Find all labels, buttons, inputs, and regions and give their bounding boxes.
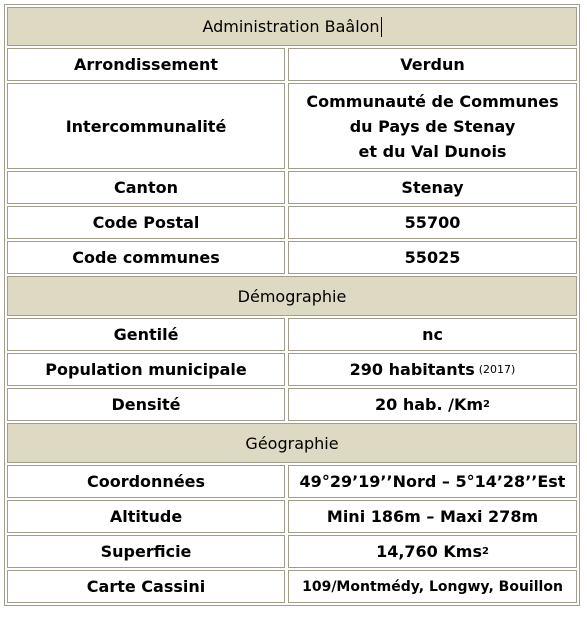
- densite-superscript: 2: [483, 399, 491, 410]
- table-row-altitude: [7, 500, 577, 533]
- value-coordonnees: 49°29’19’’Nord – 5°14’28’’Est: [288, 465, 577, 498]
- commune-info-table: [4, 4, 580, 606]
- table-row-coordonnees: [7, 465, 577, 498]
- label-population: Population municipale: [7, 353, 285, 386]
- value-superficie: [288, 535, 577, 568]
- section-title-administration: Administration Baâlon: [202, 17, 380, 36]
- population-value: 290 habitants: [349, 360, 475, 379]
- label-code-postal: Code Postal: [7, 206, 285, 239]
- value-intercommunalite-line-3: et du Val Dunois: [358, 141, 507, 161]
- value-code-communes: 55025: [288, 241, 577, 274]
- table-row-superficie: [7, 535, 577, 568]
- label-gentile: Gentilé: [7, 318, 285, 351]
- label-arrondissement: Arrondissement: [7, 48, 285, 81]
- label-superficie: Superficie: [7, 535, 285, 568]
- label-carte-cassini: Carte Cassini: [7, 570, 285, 603]
- section-header-geographie: [7, 423, 577, 463]
- label-code-communes: Code communes: [7, 241, 285, 274]
- table-row-code-communes: [7, 241, 577, 274]
- value-intercommunalite-line-1: Communauté de Communes: [306, 91, 559, 111]
- table-row-intercommunalite: [7, 83, 577, 169]
- value-intercommunalite-line-2: du Pays de Stenay: [349, 116, 516, 136]
- table-row-population: [7, 353, 577, 386]
- section-header-demographie: [7, 276, 577, 316]
- table-row-densite: [7, 388, 577, 421]
- text-cursor: [381, 17, 382, 37]
- label-coordonnees: Coordonnées: [7, 465, 285, 498]
- label-intercommunalite: Intercommunalité: [7, 83, 285, 169]
- value-gentile: nc: [288, 318, 577, 351]
- table-row-gentile: [7, 318, 577, 351]
- population-year-note: (2017): [478, 363, 516, 376]
- label-altitude: Altitude: [7, 500, 285, 533]
- table-row-arrondissement: [7, 48, 577, 81]
- section-title-geographie: Géographie: [245, 433, 339, 453]
- value-densite: [288, 388, 577, 421]
- table-row-canton: [7, 171, 577, 204]
- value-canton: Stenay: [288, 171, 577, 204]
- superficie-superscript: 2: [481, 546, 489, 557]
- table-row-code-postal: [7, 206, 577, 239]
- value-arrondissement: Verdun: [288, 48, 577, 81]
- section-header-administration: [7, 7, 577, 46]
- label-canton: Canton: [7, 171, 285, 204]
- table-row-carte-cassini: [7, 570, 577, 603]
- superficie-value: 14,760 Kms: [376, 542, 482, 561]
- value-population: [288, 353, 577, 386]
- label-densite: Densité: [7, 388, 285, 421]
- value-carte-cassini: 109/Montmédy, Longwy, Bouillon: [288, 570, 577, 603]
- value-altitude: Mini 186m – Maxi 278m: [288, 500, 577, 533]
- section-title-demographie: Démographie: [237, 286, 347, 306]
- densite-value: 20 hab. /Km: [375, 395, 484, 414]
- value-intercommunalite: [288, 83, 577, 169]
- value-code-postal: 55700: [288, 206, 577, 239]
